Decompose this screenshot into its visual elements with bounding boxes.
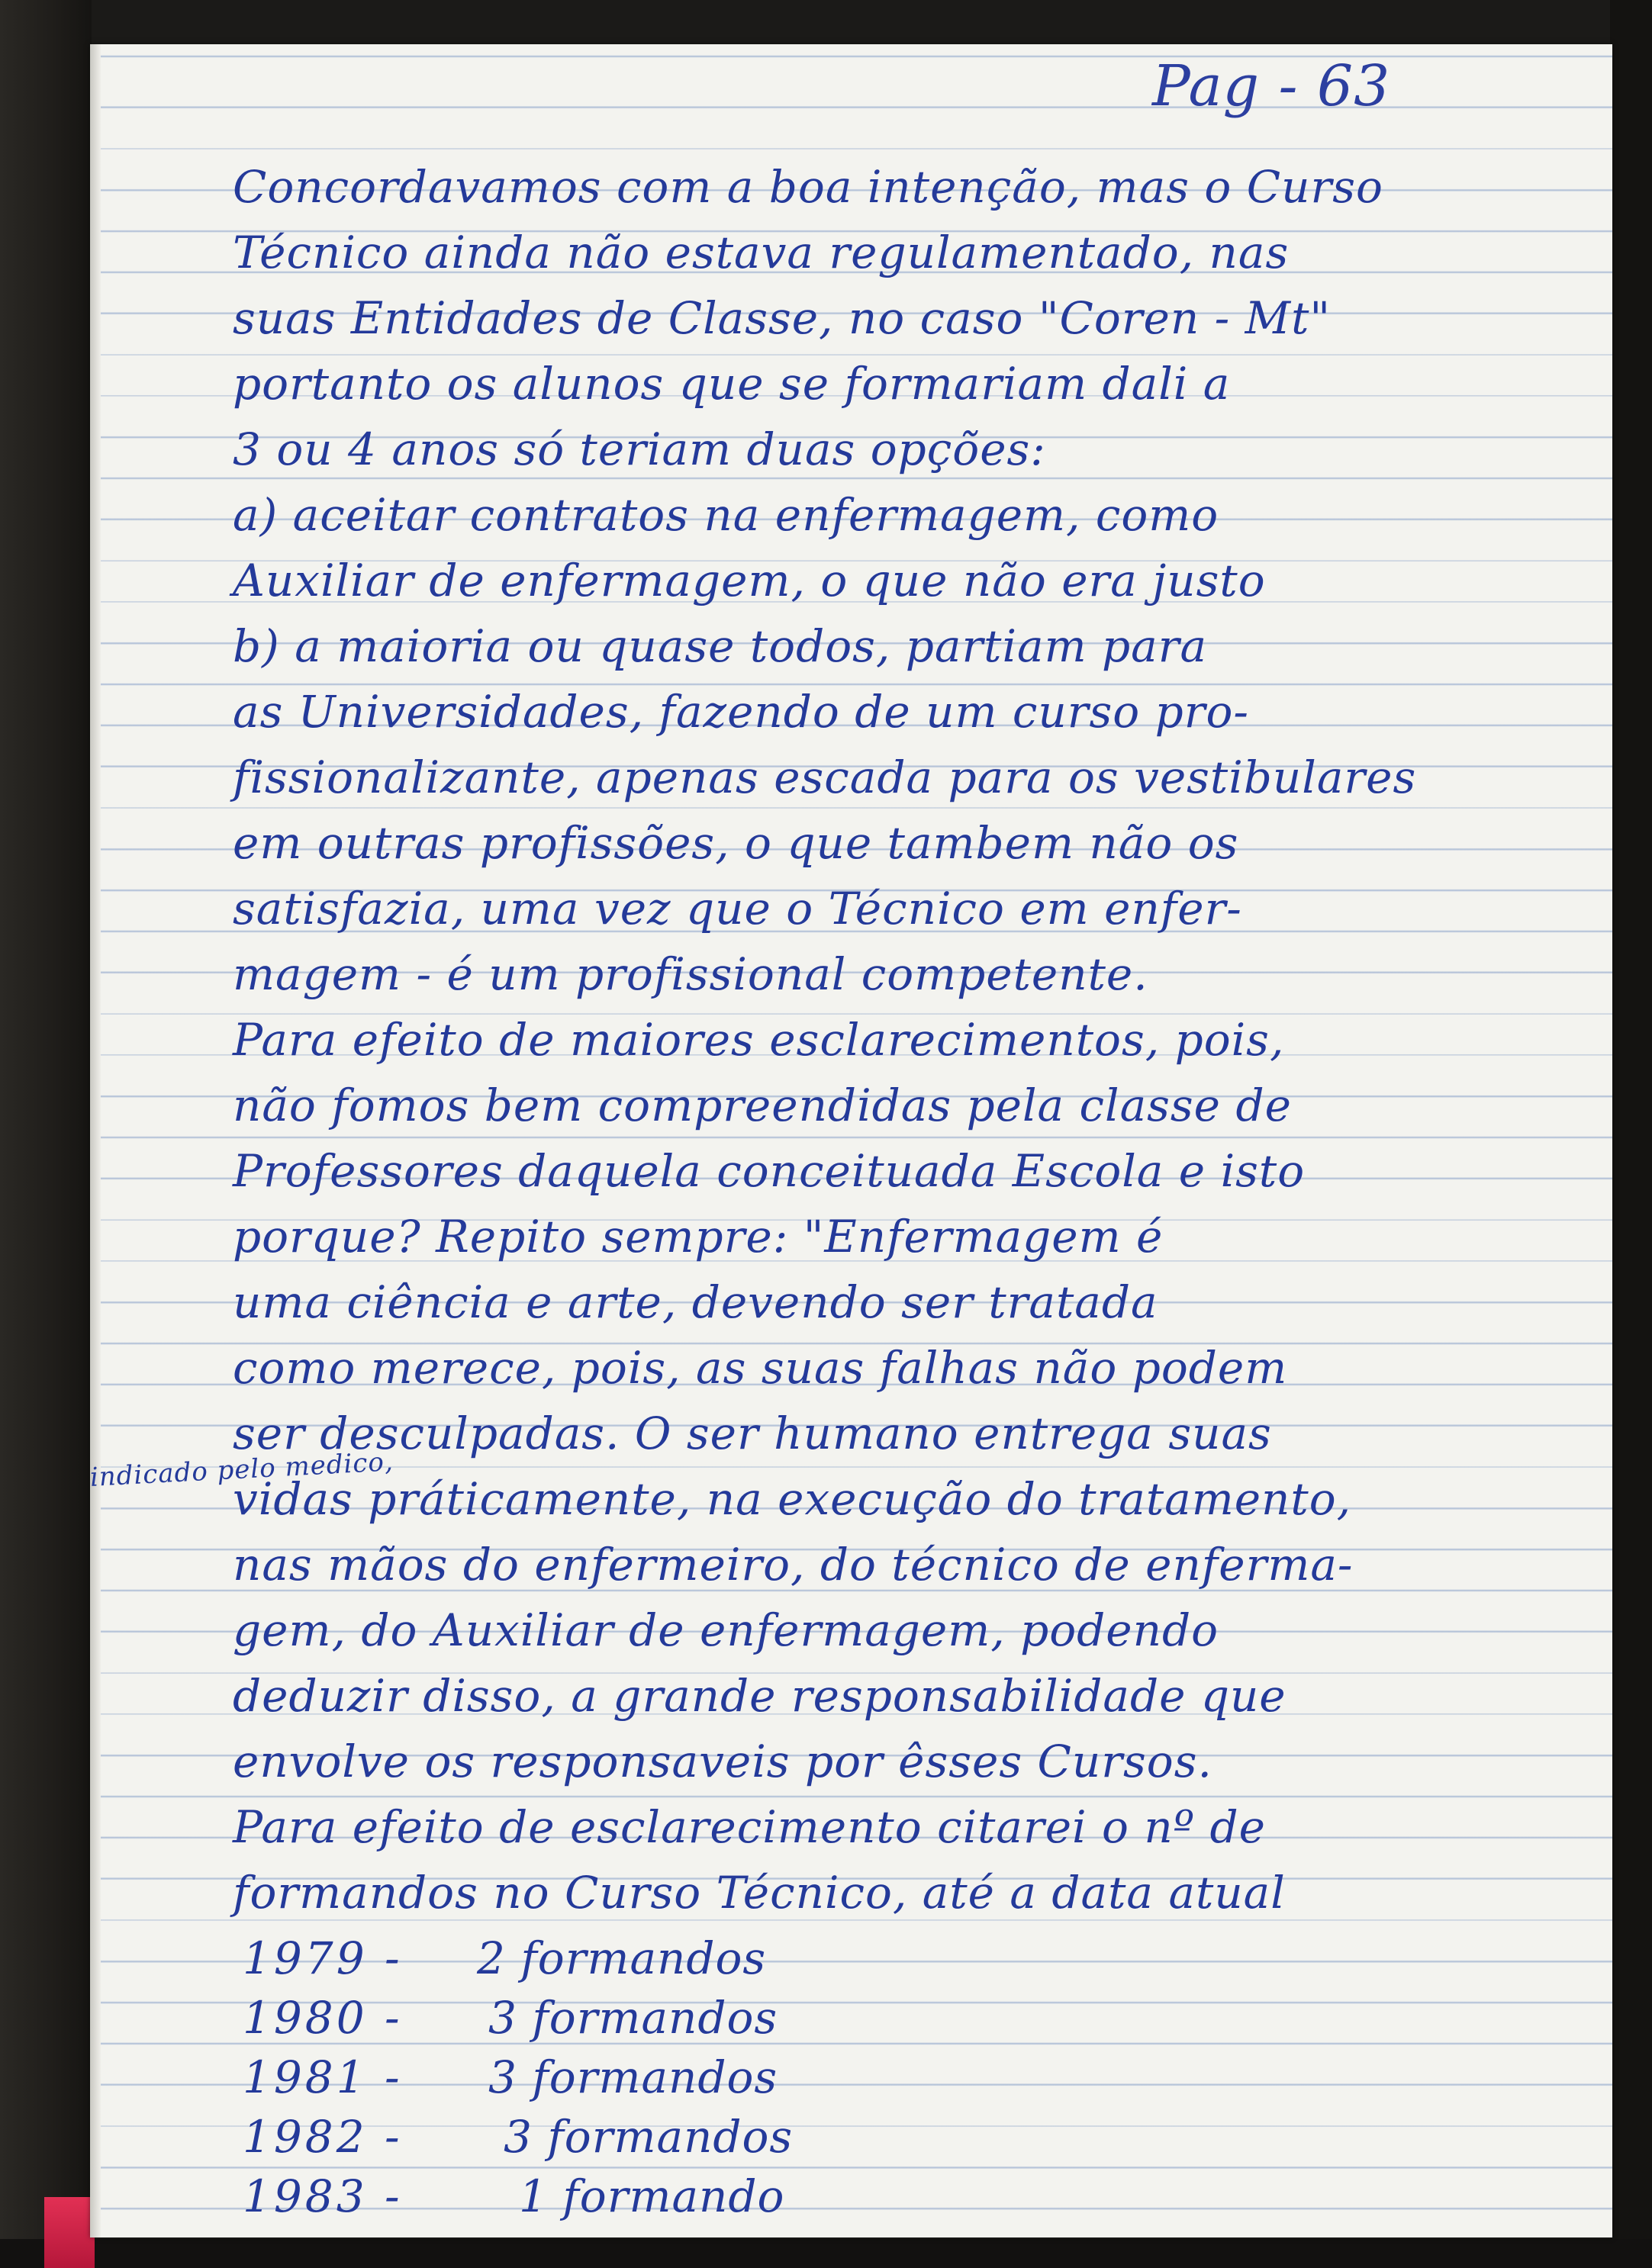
text-line: magem - é um profissional competente. [233, 948, 1148, 1000]
graduate-year: 1983 - [243, 2170, 403, 2222]
text-line: Auxiliar de enfermagem, o que não era justo [233, 555, 1266, 606]
text-line: Concordavamos com a boa intenção, mas o Curso [233, 161, 1383, 213]
graduate-count: 3 formandos [504, 2111, 794, 2163]
text-line: satisfazia, uma vez que o Técnico em enfer- [233, 883, 1242, 935]
graduate-year: 1980 - [243, 1992, 403, 2044]
page-binding-edge [90, 44, 101, 2237]
text-line: Professores daquela conceituada Escola e isto [233, 1145, 1306, 1197]
margin-note: indicado pelo medico, [89, 1446, 394, 1493]
page-number: Pag - 63 [1152, 53, 1391, 119]
text-line: nas mãos do enfermeiro, do técnico de enferma- [233, 1539, 1354, 1591]
text-line: envolve os responsaveis por êsses Cursos. [233, 1736, 1212, 1787]
graduate-year: 1979 - [243, 1932, 403, 1984]
text-line: a) aceitar contratos na enfermagem, como [233, 489, 1219, 541]
text-line: Técnico ainda não estava regulamentado, nas [233, 227, 1290, 278]
text-line: 3 ou 4 anos só teriam duas opções: [233, 423, 1046, 475]
graduate-year: 1981 - [243, 2051, 403, 2103]
bookmark-ribbon [44, 2197, 95, 2268]
text-line: gem, do Auxiliar de enfermagem, podendo [233, 1604, 1219, 1656]
graduate-year: 1982 - [243, 2111, 403, 2163]
text-line: ser desculpadas. O ser humano entrega suas [233, 1407, 1272, 1459]
text-line: suas Entidades de Classe, no caso "Coren - Mt" [233, 292, 1332, 344]
graduate-count: 3 formandos [488, 2051, 778, 2103]
text-line: em outras profissões, o que tambem não os [233, 817, 1239, 869]
text-line: não fomos bem compreendidas pela classe de [233, 1079, 1292, 1131]
background-right [1610, 0, 1652, 2268]
graduate-count: 3 formandos [488, 1992, 778, 2044]
text-line: as Universidades, fazendo de um curso pro- [233, 686, 1249, 738]
text-line: fissionalizante, apenas escada para os vestibulares [233, 751, 1417, 803]
background-bottom [0, 2239, 1652, 2268]
graduate-count: 2 formandos [477, 1932, 767, 1984]
text-line: como merece, pois, as suas falhas não podem [233, 1342, 1288, 1394]
text-line: Para efeito de maiores esclarecimentos, pois, [233, 1014, 1285, 1066]
text-line: portanto os alunos que se formariam dali a [233, 358, 1231, 410]
background-left [0, 0, 92, 2268]
text-line: Para efeito de esclarecimento citarei o nº de [233, 1801, 1266, 1853]
text-line: porque? Repito sempre: "Enfermagem é [233, 1211, 1164, 1263]
text-line: uma ciência e arte, devendo ser tratada [233, 1276, 1158, 1328]
text-line: vidas práticamente, na execução do tratamento, [233, 1473, 1352, 1525]
text-line: b) a maioria ou quase todos, partiam para [233, 620, 1208, 672]
graduate-count: 1 formando [519, 2170, 785, 2222]
text-line: formandos no Curso Técnico, até a data atual [233, 1867, 1286, 1919]
text-line: deduzir disso, a grande responsabilidade que [233, 1670, 1286, 1722]
